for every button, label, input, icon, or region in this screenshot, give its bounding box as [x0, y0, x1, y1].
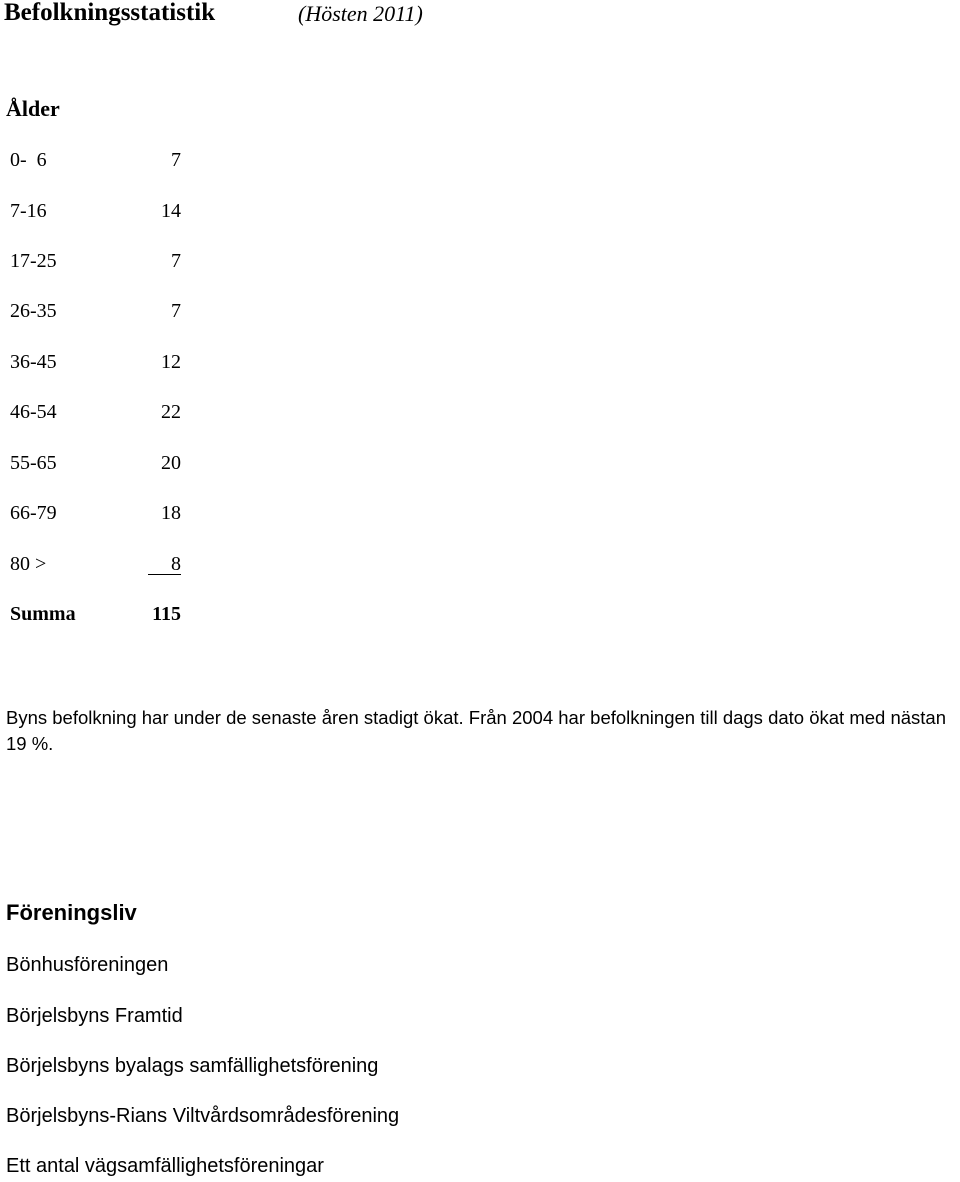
age-count-value: 14	[161, 200, 181, 222]
table-row	[0, 201, 200, 227]
page-title: Befolkningsstatistik	[4, 0, 216, 26]
age-count-value: 22	[161, 401, 181, 423]
table-row	[0, 251, 200, 277]
age-count-value: 12	[161, 351, 181, 373]
age-count-value: 7	[171, 250, 181, 272]
total-row	[0, 604, 200, 630]
list-item: Börjelsbyns byalags samfällighetsförening	[6, 1055, 379, 1077]
table-row	[0, 150, 200, 176]
table-row	[0, 301, 200, 327]
age-count-value: 8	[148, 554, 181, 575]
age-range-label: 66-79	[10, 502, 57, 524]
age-range-label: 26-35	[10, 300, 57, 322]
associations-heading: Föreningsliv	[6, 900, 137, 925]
age-range-label: 17-25	[10, 250, 57, 272]
list-item: Ett antal vägsamfällighetsföreningar	[6, 1155, 324, 1177]
list-item: Bönhusföreningen	[6, 954, 169, 976]
total-label: Summa	[10, 603, 76, 625]
table-row	[0, 453, 200, 479]
age-heading: Ålder	[6, 96, 60, 121]
age-count-value: 7	[171, 149, 181, 171]
age-range-label: 55-65	[10, 452, 57, 474]
table-row	[0, 503, 200, 529]
list-item: Börjelsbyns-Rians Viltvårdsområdesförening	[6, 1105, 400, 1127]
age-range-label: 80 >	[10, 553, 47, 575]
table-row	[0, 402, 200, 428]
table-row	[0, 352, 200, 378]
total-value: 115	[152, 603, 181, 625]
age-count-value: 20	[161, 452, 181, 474]
age-range-label: 0- 6	[10, 149, 47, 171]
age-range-label: 36-45	[10, 351, 57, 373]
population-paragraph: Byns befolkning har under de senaste åren stadigt ökat. Från 2004 har befolkningen till dags dato ökat med nästan 19 %.	[6, 707, 947, 754]
page-subtitle: (Hösten 2011)	[298, 1, 423, 26]
age-count-value: 7	[171, 300, 181, 322]
age-range-label: 7-16	[10, 200, 47, 222]
age-count-value: 18	[161, 502, 181, 524]
list-item: Börjelsbyns Framtid	[6, 1005, 183, 1027]
table-row	[0, 554, 200, 580]
age-range-label: 46-54	[10, 401, 57, 423]
